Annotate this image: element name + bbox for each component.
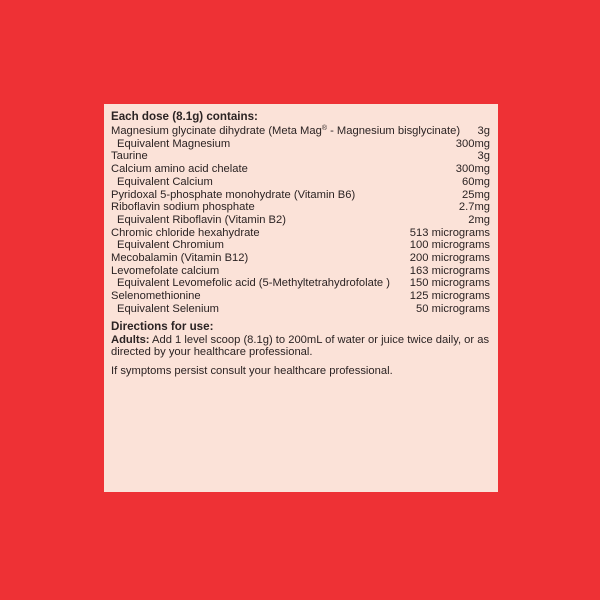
ingredient-name [111,303,219,316]
ingredient-sub-row [111,176,490,189]
ingredient-amount: 200 micrograms [409,252,490,265]
ingredient-name-text: Equivalent Calcium [117,175,213,188]
ingredient-amount: 150 micrograms [409,277,490,290]
ingredient-name [111,239,224,252]
ingredient-name [111,125,460,138]
ingredient-amount: 3g [477,150,490,163]
ingredient-sub-row [111,303,490,316]
ingredient-name [111,138,230,151]
ingredient-name-text: Equivalent Chromium [117,239,224,252]
ingredient-row [111,290,490,303]
ingredient-row [111,252,490,265]
ingredient-sub-row [111,277,490,290]
ingredient-sub-row [111,239,490,252]
ingredient-name [111,277,390,290]
ingredient-name [111,265,219,278]
ingredient-amount: 100 micrograms [409,239,490,252]
ingredient-amount: 2.7mg [458,201,490,214]
ingredient-row [111,227,490,240]
warning-text: If symptoms persist consult your healthcare professional. [111,365,393,378]
ingredient-name [111,214,286,227]
ingredient-name [111,201,255,214]
ingredient-amount: 163 micrograms [409,264,490,277]
ingredient-name [111,189,355,202]
adults-label: Adults: [111,333,150,346]
ingredient-row [111,265,490,278]
ingredient-amount: 3g [477,125,490,137]
ingredient-name-text: Equivalent Magnesium [117,137,231,150]
ingredient-amount: 25mg [462,188,490,201]
ingredient-name [111,227,260,240]
ingredient-name [111,176,213,189]
ingredient-name-text: Pyridoxal 5-phosphate monohydrate (Vitamin B6) [111,188,356,201]
ingredient-row [111,150,490,163]
ingredient-name-text: Calcium amino acid chelate [111,163,248,176]
ingredient-name-text: Equivalent Riboflavin (Vitamin B2) [117,213,286,226]
ingredient-name-suffix: - Magnesium bisglycinate) [326,125,461,137]
ingredient-name-text: Equivalent Selenium [117,302,219,315]
directions-text [111,334,490,360]
ingredient-row [111,201,490,214]
ingredient-name [111,150,148,163]
ingredient-name [111,252,248,265]
ingredient-name-text: Taurine [111,150,148,163]
ingredient-amount: 513 micrograms [409,226,490,239]
ingredient-amount: 60mg [462,175,490,188]
ingredient-name [111,290,201,303]
ingredient-list [111,125,490,316]
ingredient-amount: 300mg [455,137,490,150]
ingredient-amount: 125 micrograms [409,290,490,303]
ingredient-row [111,125,490,138]
registered-mark: ® [321,125,327,132]
ingredient-name-text: Riboflavin sodium phosphate [111,201,255,214]
ingredient-row [111,189,490,202]
ingredient-name [111,163,248,176]
ingredient-name-text: Mecobalamin (Vitamin B12) [111,252,249,265]
ingredient-name-text: Equivalent Levomefolic acid (5-Methyltetrahydrofolate ) [117,277,390,290]
dose-heading: Each dose (8.1g) contains: [111,110,258,123]
ingredient-name-text: Selenomethionine [111,290,201,303]
ingredient-amount: 50 micrograms [416,302,490,315]
ingredient-amount: 300mg [455,163,490,176]
ingredient-name-text: Levomefolate calcium [111,264,220,277]
label-panel [104,104,498,492]
directions-body: Add 1 level scoop (8.1g) to 200mL of water or juice twice daily, or as directed by your healthcare professional. [111,333,490,359]
ingredient-sub-row [111,214,490,227]
ingredient-name-text: Chromic chloride hexahydrate [111,226,260,239]
ingredient-amount: 2mg [468,213,490,226]
directions-title: Directions for use: [111,319,214,333]
ingredient-row [111,163,490,176]
ingredient-name-text: Magnesium glycinate dihydrate (Meta Mag [111,125,322,137]
ingredient-sub-row [111,138,490,151]
